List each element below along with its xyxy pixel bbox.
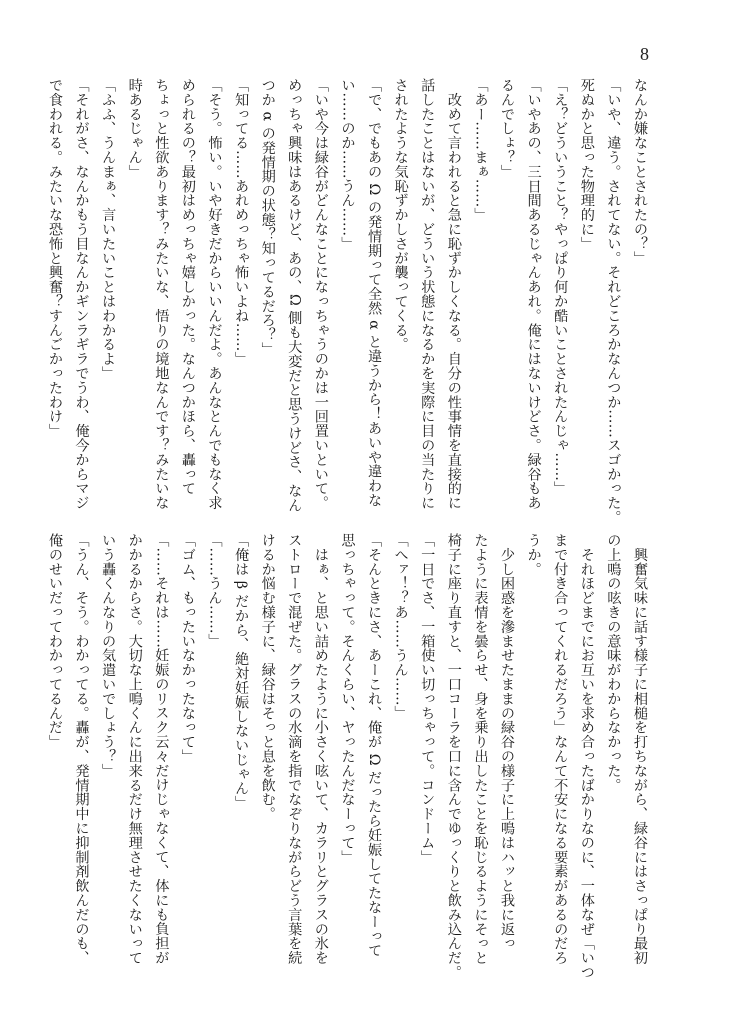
text-line: 「ふふ、うんまぁ、言いたいことはわかるよ」: [100, 78, 117, 381]
text-line: 「……うん……」: [206, 533, 223, 649]
text-line: 「それがさ、なんかもう目なんかギンラギラでうわ、俺今からマジ: [73, 78, 90, 510]
text-line: ストローで混ぜた。グラスの水滴を指でなぞりながらどう言葉を続: [286, 533, 303, 965]
text-line: 「あー……まぁ……」: [472, 78, 489, 222]
text-line: それほどまでにお互いを求め合ったばかりなのに、一体なぜ「いつ: [578, 533, 595, 980]
text-line: 「いやあの、三日間あるじゃんあれ。俺にはないけどさ。緑谷もあ: [525, 78, 542, 510]
text-block-top: [46, 78, 653, 525]
text-line: 時あるじゃん」: [126, 78, 143, 179]
text-line: 椅子に座り直すと、一口コーラを口に含んでゆっくりと飲み込んだ。: [445, 533, 462, 980]
text-line: いう轟くんなりの気遣いでしょう？」: [100, 533, 117, 778]
text-line: 「そう。怖い。いや好きだからいいんだよ。あんなとんでもなく求: [206, 78, 223, 510]
text-line: 「知ってる……あれめっちゃ怖いよね……」: [233, 78, 250, 366]
text-line: かかるからさ。大切な上鳴くんに出来るだけ無理させたくないって: [126, 533, 143, 965]
text-line: 「で、でもあの Ω の発情期って全然 α と違うから！あいや違わな: [366, 78, 383, 508]
text-line: で食われる。みたいな恐怖と興奮？すんごかったわけ」: [46, 78, 63, 438]
text-line: はぁ、と思い詰めたように小さく呟いて、カラリとグラスの氷を: [312, 533, 329, 965]
page-number: 8: [640, 44, 649, 64]
text-line: 話したことはないが、どういう状態になるかを実際に目の当たりに: [419, 78, 436, 510]
text-line: ちょっと性欲あります？みたいな、悟りの境地なんです？みたいな: [153, 78, 170, 510]
text-line: 「うん、そう。わかってる。轟が、発情期中に抑制剤飲んだのも、: [73, 533, 90, 965]
text-line: められるの？最初はめっちゃ嬉しかった。なんつかほら、轟って: [179, 78, 196, 496]
text-line: つか α の発情期の状態？知ってるだろ？」: [259, 78, 276, 357]
text-line: 「そんときにさ、あーこれ、俺が Ω だったら妊娠してたなーって: [366, 533, 383, 958]
text-line: 興奮気味に話す様子に相槌を打ちながら、緑谷にはさっぱり最初: [632, 533, 648, 965]
text-line: の上鳴の呟きの意味がわからなかった。: [605, 533, 622, 793]
text-line: なんか嫌なことされたの？」: [632, 78, 648, 266]
text-line: 「へァ！？あ……うん……」: [392, 533, 409, 721]
text-line: 「一日でさ、一箱使い切っちゃって。コンドーム」: [419, 533, 436, 865]
text-line: けるか悩む様子に、緑谷はそっと息を飲む。: [259, 533, 276, 821]
text-line: 死ぬかと思った物理的に」: [578, 78, 595, 251]
text-line: 思っちゃって。そんくらい、ヤったんだなーって」: [339, 533, 356, 865]
text-line: 「俺は β だから、絶対妊娠しないじゃん」: [233, 533, 250, 811]
text-line: 「いや今は緑谷がどんなことになっちゃうのかは一回置いといて。: [312, 78, 329, 510]
text-line: まで付き合ってくれるだろう」なんて不安になる要素があるのだろ: [552, 533, 569, 965]
text-line: 改めて言われると急に恥ずかしくなる。自分の性事情を直接的に: [445, 78, 462, 510]
text-line: 「……それは……妊娠のリスク云々だけじゃなくて、体にも負担が: [153, 533, 170, 965]
text-line: 少し困惑を滲ませたままの緑谷の様子に上鳴はハッと我に返っ: [499, 533, 516, 951]
text-line: るんでしょ？」: [499, 78, 516, 179]
text-line: 俺のせいだってわかってるんだ」: [46, 533, 63, 749]
text-line: めっちゃ興味はあるけど、あの、Ω 側も大変だと思うけどさ、なん: [286, 78, 303, 513]
text-line: うか。: [525, 533, 542, 577]
text-line: い……のか……うん……」: [339, 78, 356, 251]
text-block-bottom: [46, 533, 653, 980]
text-line: されたような気恥ずかしさが襲ってくる。: [392, 78, 409, 352]
text-line: たように表情を曇らせ、身を乗り出したことを恥じるようにそっと: [472, 533, 489, 965]
text-line: 「え？どういうこと？やっぱり何か酷いことされたんじゃ……」: [552, 78, 569, 496]
text-line: 「ゴム、もったいなかったなって」: [179, 533, 196, 764]
text-line: 「いや、違う。されてない。それどころかなんつか……スゴかった。: [605, 78, 622, 525]
